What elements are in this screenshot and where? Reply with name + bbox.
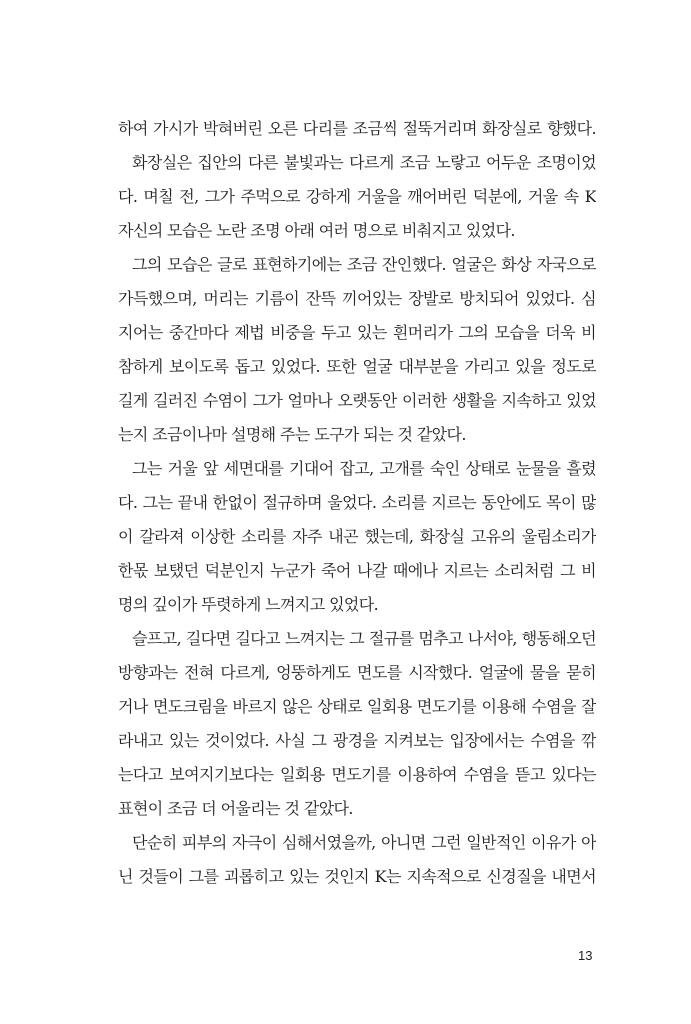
text-line: 는다고 보여지기보다는 일회용 면도기를 이용하여 수염을 뜯고 있다는 <box>118 765 596 784</box>
text-line: 단순히 피부의 자극이 심해서였을까, 아니면 그런 일반적인 이유가 아 <box>132 833 596 852</box>
text-line: 그의 모습은 글로 표현하기에는 조금 잔인했다. 얼굴은 화상 자국으로 <box>132 255 596 274</box>
text-line: 는지 조금이나마 설명해 주는 도구가 되는 것 같았다. <box>118 425 466 444</box>
text-line: 화장실은 집안의 다른 불빛과는 다르게 조금 노랗고 어두운 조명이었 <box>132 153 596 172</box>
text-line: 이 갈라져 이상한 소리를 자주 내곤 했는데, 화장실 고유의 울림소리가 <box>118 527 596 546</box>
text-line: 길게 길러진 수염이 그가 얼마나 오랫동안 이러한 생활을 지속하고 있었 <box>118 391 596 410</box>
text-line: 거나 면도크림을 바르지 않은 상태로 일회용 면도기를 이용해 수염을 잘 <box>118 697 596 716</box>
text-line: 표현이 조금 더 어울리는 것 같았다. <box>118 799 353 818</box>
text-line: 하여 가시가 박혀버린 오른 다리를 조금씩 절뚝거리며 화장실로 향했다. <box>118 119 596 138</box>
text-line: 라내고 있는 것이었다. 사실 그 광경을 지켜보는 입장에서는 수염을 깎 <box>118 731 596 750</box>
text-line: 다. 그는 끝내 한없이 절규하며 울었다. 소리를 지르는 동안에도 목이 많 <box>118 493 596 512</box>
text-line: 참하게 보이도록 돕고 있었다. 또한 얼굴 대부분을 가리고 있을 정도로 <box>118 357 596 376</box>
text-line: 방향과는 전혀 다르게, 엉뚱하게도 면도를 시작했다. 얼굴에 물을 묻히 <box>118 663 596 682</box>
text-line: 슬프고, 길다면 길다고 느껴지는 그 절규를 멈추고 나서야, 행동해오던 <box>132 629 596 648</box>
text-line: 자신의 모습은 노란 조명 아래 여러 명으로 비춰지고 있었다. <box>118 221 515 240</box>
text-line: 명의 깊이가 뚜렷하게 느껴지고 있었다. <box>118 595 379 614</box>
text-line: 지어는 중간마다 제법 비중을 두고 있는 흰머리가 그의 모습을 더욱 비 <box>118 323 596 342</box>
text-line: 다. 며칠 전, 그가 주먹으로 강하게 거울을 깨어버린 덕분에, 거울 속 K <box>118 187 596 206</box>
body-text <box>118 112 596 894</box>
text-line: 한몫 보탰던 덕분인지 누군가 죽어 나갈 때에나 지르는 소리처럼 그 비 <box>118 561 596 580</box>
text-line: 닌 것들이 그를 괴롭히고 있는 것인지 K는 지속적으로 신경질을 내면서 <box>118 867 596 886</box>
text-line: 가득했으며, 머리는 기름이 잔뜩 끼어있는 장발로 방치되어 있었다. 심 <box>118 289 596 308</box>
text-line: 그는 거울 앞 세면대를 기대어 잡고, 고개를 숙인 상태로 눈물을 흘렸 <box>132 459 596 478</box>
page-number: 13 <box>578 948 593 963</box>
